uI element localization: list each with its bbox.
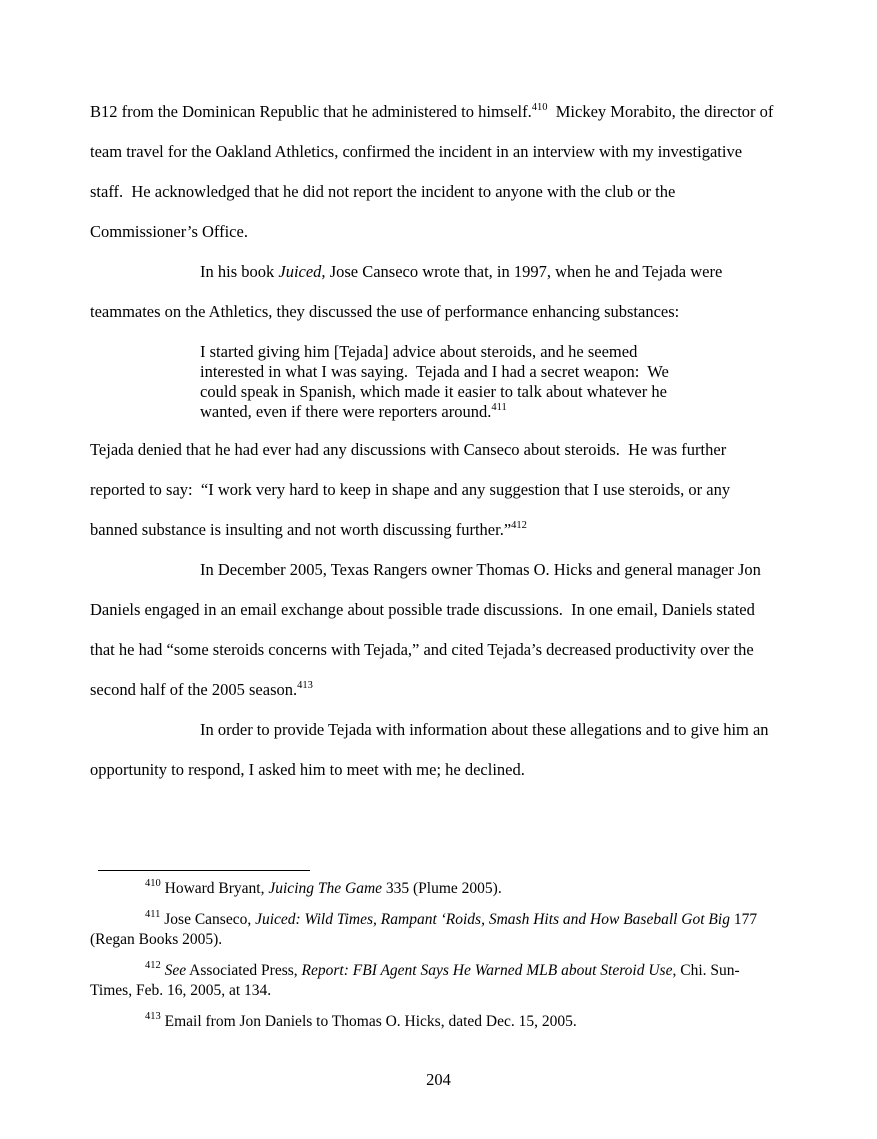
italic-segment: Report: FBI Agent Says He Warned MLB about Steroid Use — [301, 962, 673, 979]
text-segment: Jose Canseco, — [160, 911, 256, 928]
footnote-area — [90, 870, 778, 1043]
footnote-ref: 413 — [297, 680, 313, 691]
footnote — [90, 910, 778, 950]
page-number: 204 — [426, 1070, 451, 1089]
text-segment: Email from Jon Daniels to Thomas O. Hicks, dated Dec. 15, 2005. — [160, 1013, 577, 1030]
text-segment: , Chi. Sun-Times, Feb. 16, 2005, at 134. — [90, 962, 740, 999]
paragraph — [90, 550, 778, 710]
footnote-number: 410 — [145, 878, 161, 889]
footnote-ref: 412 — [511, 520, 527, 531]
text-segment: B12 from the Dominican Republic that he administered to himself. — [90, 102, 532, 121]
footnote-number: 413 — [145, 1011, 161, 1022]
text-segment: 177 (Regan Books 2005). — [90, 911, 758, 948]
paragraph — [90, 710, 778, 790]
footnote-number: 411 — [145, 909, 161, 920]
footnote-number: 412 — [145, 960, 161, 971]
italic-segment: Juiced, — [278, 262, 326, 281]
italic-segment: Juicing The Game — [268, 880, 383, 897]
footnote — [90, 961, 778, 1001]
footnote-ref: 410 — [531, 102, 548, 113]
paragraph — [90, 430, 778, 550]
body-text — [90, 92, 778, 790]
italic-segment: See — [164, 962, 187, 979]
text-segment: In his book — [200, 262, 279, 281]
footnote-ref: 411 — [491, 402, 507, 413]
text-segment: Howard Bryant, — [160, 880, 269, 897]
footnote — [90, 879, 778, 899]
text-segment: Mickey Morabito, the director of team travel for the Oakland Athletics, confirmed the incident in an interview with my investigative staff. He acknowledged that he did not report the incident to anyone with the club or the Commissioner’s Office. — [90, 102, 774, 241]
text-segment: I started giving him [Tejada] advice about steroids, and he seemed interested in what I was saying. Tejada and I had a secret weapon: We could speak in Spanish, which made it easier to talk about whatever he wanted, even if there were reporters around. — [200, 342, 669, 421]
footnote — [90, 1012, 778, 1032]
text-segment: Associated Press, — [186, 962, 302, 979]
footnote-separator — [98, 870, 310, 871]
text-segment: Tejada denied that he had ever had any discussions with Canseco about steroids. He was further reported to say: “I work very hard to keep in shape and any suggestion that I use steroids, or any banned substance is insulting and not worth discussing further.” — [90, 440, 731, 539]
footnote-list — [90, 879, 778, 1032]
text-segment: 335 (Plume 2005). — [382, 880, 502, 897]
italic-segment: Juiced: Wild Times, Rampant ‘Roids, Smash Hits and How Baseball Got Big — [255, 911, 730, 928]
text-segment: In December 2005, Texas Rangers owner Thomas O. Hicks and general manager Jon Daniels engaged in an email exchange about possible trade discussions. In one email, Daniels stated that he had “some steroids concerns with Tejada,” and cited Tejada’s decreased productivity over the second half of the 2005 season. — [90, 560, 761, 699]
paragraph — [90, 252, 778, 332]
text-segment: Jose Canseco wrote that, in 1997, when he and Tejada were teammates on the Athletics, they discussed the use of performance enhancing substances: — [90, 262, 723, 321]
text-segment: In order to provide Tejada with information about these allegations and to give him an opportunity to respond, I asked him to meet with me; he declined. — [90, 720, 769, 779]
block-quote — [200, 342, 702, 422]
paragraph — [90, 92, 778, 252]
